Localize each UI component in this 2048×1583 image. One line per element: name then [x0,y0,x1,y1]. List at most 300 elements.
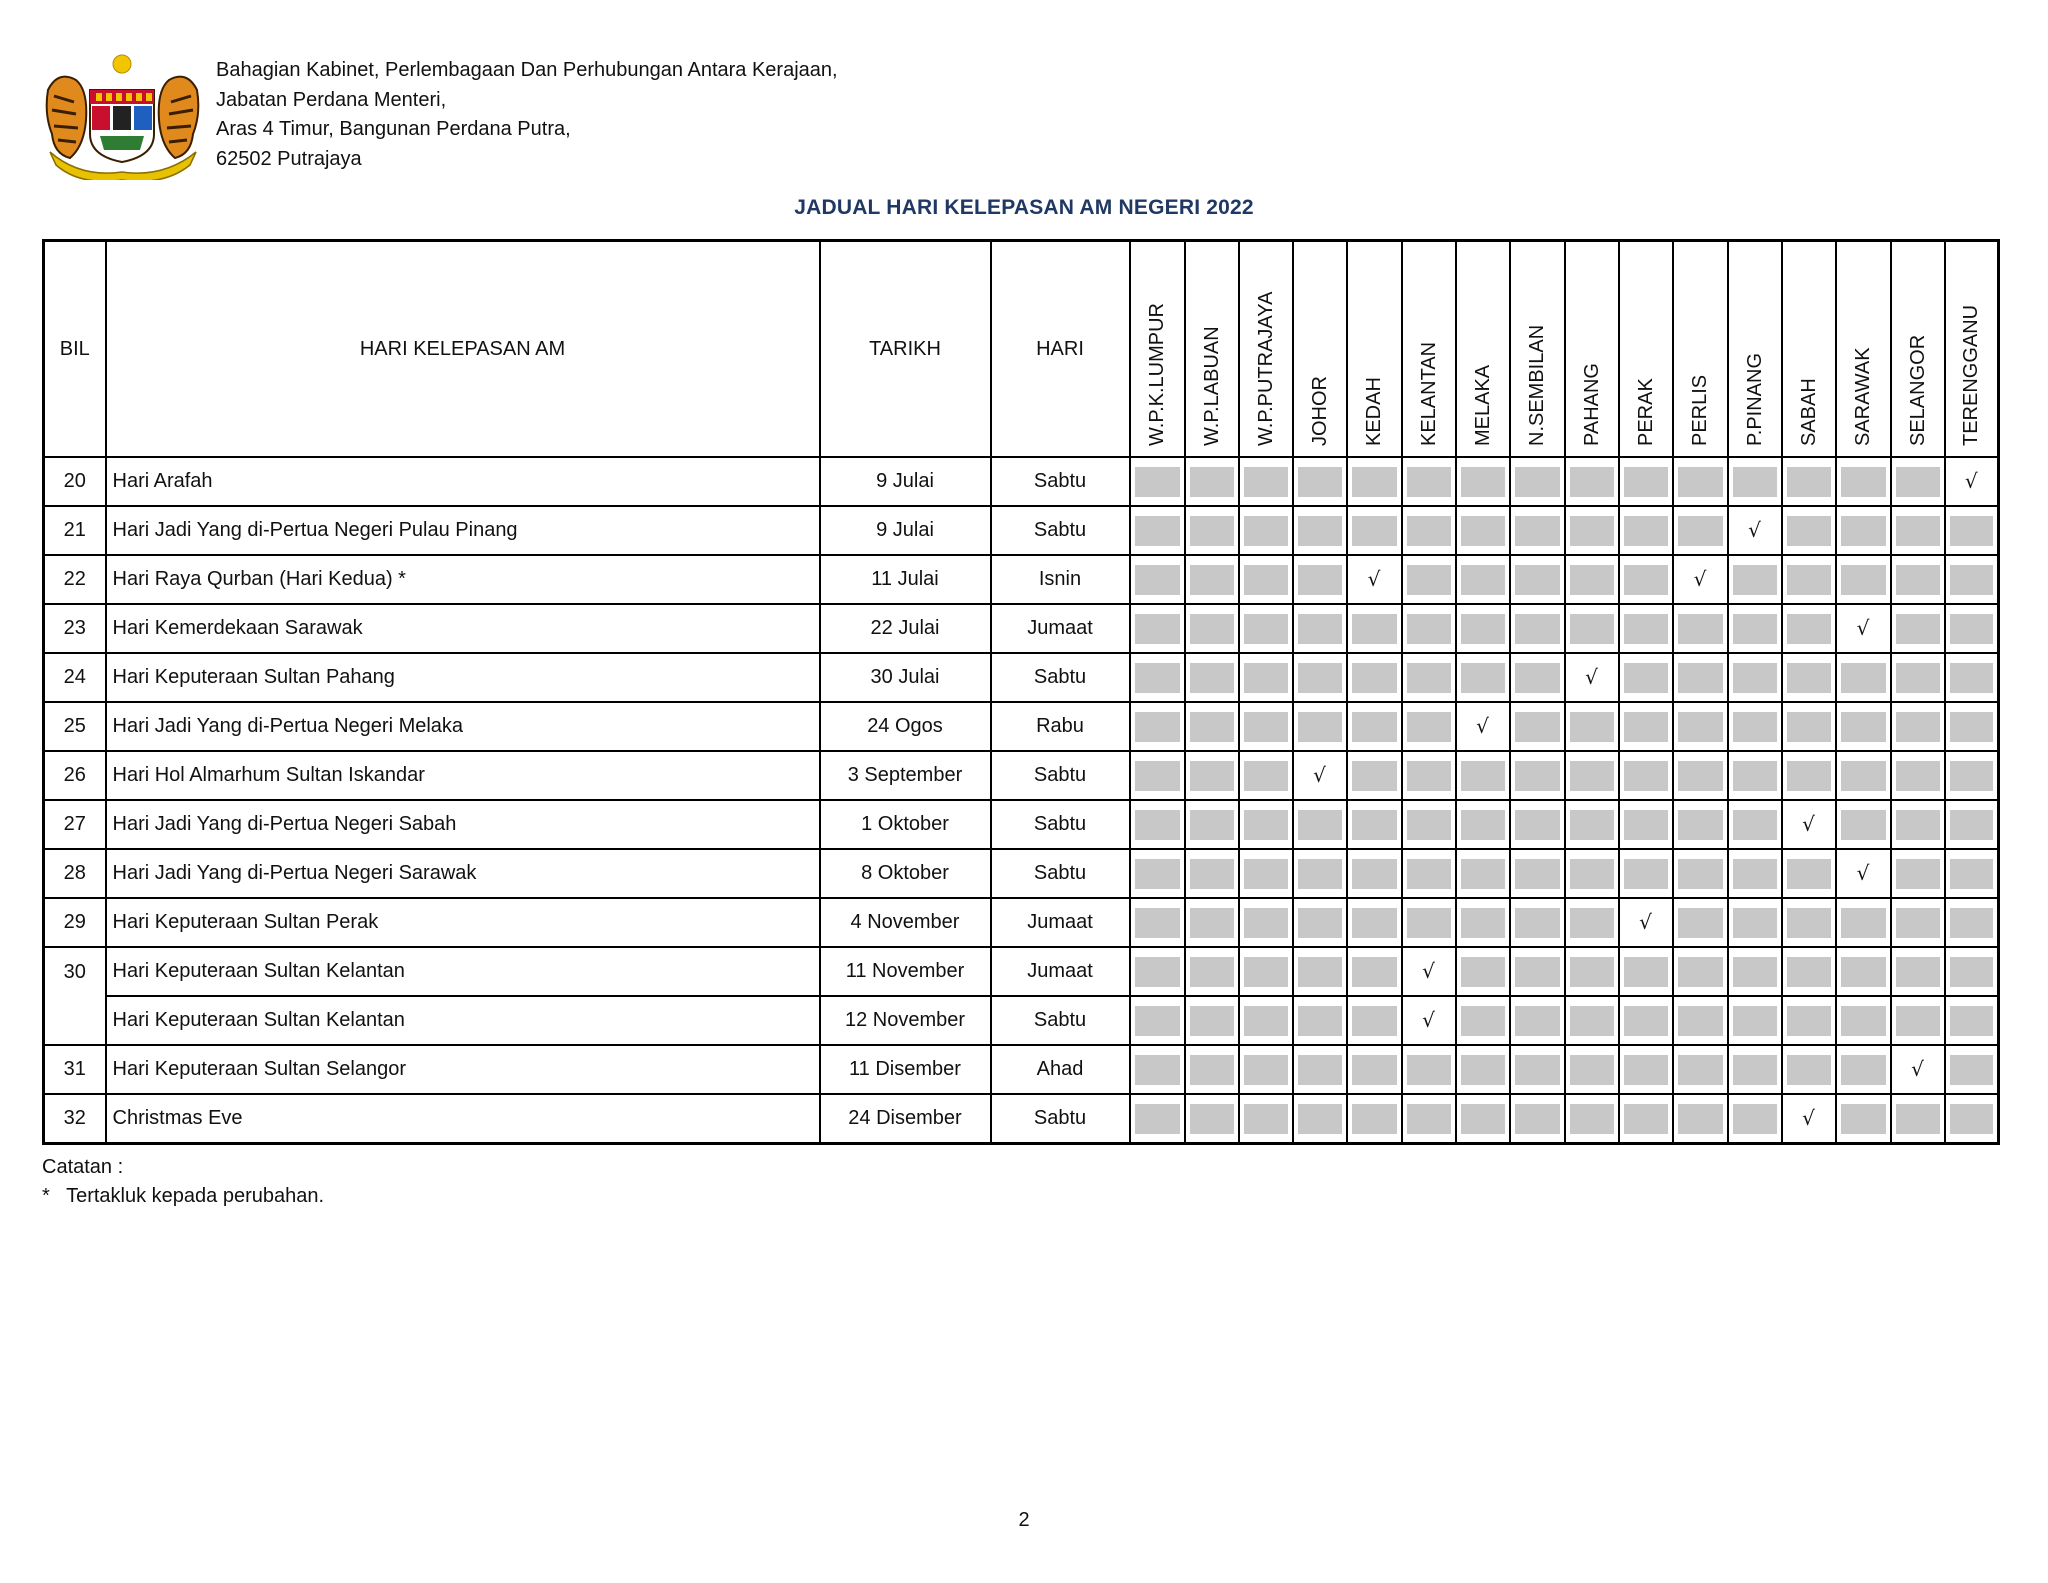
shaded-cell [1787,957,1831,987]
shaded-cell [1298,859,1342,889]
state-mark-cell [1347,653,1402,702]
state-mark-cell [1456,653,1510,702]
shaded-cell [1244,467,1288,497]
shaded-cell [1896,614,1940,644]
shaded-cell [1733,663,1777,693]
check-mark: √ [1693,567,1707,591]
table-row [44,702,1999,751]
state-mark-cell [1673,555,1728,604]
shaded-cell [1352,957,1397,987]
state-mark-cell [1239,947,1293,996]
state-mark-cell [1510,849,1565,898]
state-mark-cell [1293,996,1347,1045]
shaded-cell [1407,908,1451,938]
col-header-state [1456,241,1510,458]
shaded-cell [1407,614,1451,644]
address-line: Aras 4 Timur, Bangunan Perdana Putra, [216,118,571,140]
state-mark-cell [1510,1094,1565,1144]
shaded-cell [1570,761,1614,791]
shaded-cell [1461,1006,1505,1036]
address-line: Bahagian Kabinet, Perlembagaan Dan Perhubungan Antara Kerajaan, [216,59,838,81]
state-mark-cell [1293,1045,1347,1094]
state-mark-cell [1565,604,1619,653]
state-mark-cell [1891,996,1945,1045]
state-mark-cell [1782,702,1836,751]
state-mark-cell [1130,555,1185,604]
state-mark-cell [1402,506,1456,555]
notes-section [42,1153,324,1211]
shaded-cell [1678,859,1723,889]
check-mark: √ [1422,1008,1435,1032]
state-mark-cell [1347,849,1402,898]
col-header-date: TARIKH [820,241,991,458]
shaded-cell [1896,467,1940,497]
shaded-cell [1896,761,1940,791]
shaded-cell [1298,712,1342,742]
state-mark-cell [1293,506,1347,555]
check-mark: √ [1802,1106,1815,1130]
shaded-cell [1407,1055,1451,1085]
row-holiday-name: Hari Jadi Yang di-Pertua Negeri Sarawak [106,849,820,898]
shaded-cell [1624,663,1668,693]
shaded-cell [1787,614,1831,644]
shaded-cell [1570,859,1614,889]
state-mark-cell [1891,653,1945,702]
shaded-cell [1678,810,1723,840]
check-mark: √ [1367,567,1381,591]
shaded-cell [1190,1006,1234,1036]
shaded-cell [1896,516,1940,546]
state-mark-cell [1728,457,1782,506]
shaded-cell [1298,957,1342,987]
table-row [44,653,1999,702]
state-mark-cell [1728,1094,1782,1144]
shaded-cell [1896,1006,1940,1036]
shaded-cell [1298,516,1342,546]
state-mark-cell [1673,898,1728,947]
shaded-cell [1896,663,1940,693]
state-mark-cell [1510,800,1565,849]
state-mark-cell [1565,947,1619,996]
state-mark-cell [1239,849,1293,898]
state-mark-cell [1565,849,1619,898]
state-label: KELANTAN [1417,341,1440,446]
state-mark-cell [1402,1045,1456,1094]
row-holiday-name: Hari Keputeraan Sultan Kelantan [106,996,820,1045]
state-mark-cell [1185,800,1239,849]
check-mark: √ [1313,763,1326,787]
shaded-cell [1841,761,1886,791]
shaded-cell [1244,1055,1288,1085]
state-label: W.P.PUTRAJAYA [1254,291,1277,446]
shaded-cell [1135,908,1180,938]
shaded-cell [1352,712,1397,742]
state-mark-cell [1673,604,1728,653]
shaded-cell [1515,516,1560,546]
state-label: PERAK [1634,378,1657,446]
state-mark-cell [1782,555,1836,604]
state-mark-cell [1456,996,1510,1045]
state-mark-cell [1891,506,1945,555]
row-day: Sabtu [991,653,1130,702]
state-mark-cell [1293,751,1347,800]
state-mark-cell [1565,702,1619,751]
state-mark-cell [1347,702,1402,751]
state-mark-cell [1836,506,1891,555]
state-mark-cell [1782,457,1836,506]
shaded-cell [1135,1055,1180,1085]
shaded-cell [1787,565,1831,595]
row-bil: 27 [44,800,106,849]
state-mark-cell [1185,506,1239,555]
shaded-cell [1570,957,1614,987]
shaded-cell [1624,1006,1668,1036]
shaded-cell [1570,467,1614,497]
state-mark-cell [1945,702,1999,751]
state-mark-cell [1945,506,1999,555]
row-day: Sabtu [991,800,1130,849]
shaded-cell [1135,810,1180,840]
shaded-cell [1896,712,1940,742]
state-mark-cell [1347,1094,1402,1144]
state-mark-cell [1619,996,1673,1045]
state-mark-cell [1565,1094,1619,1144]
state-mark-cell [1836,1094,1891,1144]
shaded-cell [1244,761,1288,791]
state-mark-cell [1510,947,1565,996]
shaded-cell [1461,516,1505,546]
state-mark-cell [1945,996,1999,1045]
state-mark-cell [1347,898,1402,947]
col-header-state [1185,241,1239,458]
shaded-cell [1135,712,1180,742]
col-header-state [1510,241,1565,458]
state-mark-cell [1619,604,1673,653]
state-mark-cell [1782,506,1836,555]
state-mark-cell [1728,1045,1782,1094]
shaded-cell [1624,1104,1668,1134]
state-mark-cell [1293,849,1347,898]
col-header-state [1782,241,1836,458]
row-day: Jumaat [991,947,1130,996]
row-day: Isnin [991,555,1130,604]
shaded-cell [1841,908,1886,938]
shaded-cell [1352,761,1397,791]
state-mark-cell [1185,555,1239,604]
state-mark-cell [1130,1094,1185,1144]
col-header-state [1402,241,1456,458]
state-mark-cell [1673,751,1728,800]
shaded-cell [1570,810,1614,840]
shaded-cell [1624,712,1668,742]
table-row [44,898,1999,947]
state-label: P.PINANG [1743,353,1766,446]
shaded-cell [1461,663,1505,693]
notes-item: * Tertakluk kepada perubahan. [42,1185,325,1207]
holiday-table [42,239,2000,1145]
state-mark-cell [1728,653,1782,702]
row-holiday-name: Hari Raya Qurban (Hari Kedua) * [106,555,820,604]
shaded-cell [1135,614,1180,644]
row-date: 22 Julai [820,604,991,653]
state-mark-cell [1565,1045,1619,1094]
state-mark-cell [1782,653,1836,702]
check-mark: √ [1422,959,1435,983]
state-mark-cell [1510,653,1565,702]
row-date: 12 November [820,996,991,1045]
state-mark-cell [1239,506,1293,555]
row-bil: 26 [44,751,106,800]
shaded-cell [1407,859,1451,889]
state-mark-cell [1130,653,1185,702]
shaded-cell [1190,1104,1234,1134]
state-mark-cell [1185,653,1239,702]
state-mark-cell [1293,653,1347,702]
state-mark-cell [1673,996,1728,1045]
state-mark-cell [1836,1045,1891,1094]
check-mark: √ [1802,812,1815,836]
row-bil: 25 [44,702,106,751]
state-mark-cell [1456,457,1510,506]
shaded-cell [1135,1006,1180,1036]
table-row [44,1045,1999,1094]
state-mark-cell [1347,1045,1402,1094]
state-mark-cell [1782,751,1836,800]
row-day: Sabtu [991,457,1130,506]
shaded-cell [1678,761,1723,791]
state-mark-cell [1836,947,1891,996]
shaded-cell [1244,957,1288,987]
shaded-cell [1515,1055,1560,1085]
state-mark-cell [1619,702,1673,751]
shaded-cell [1950,565,1994,595]
state-mark-cell [1456,849,1510,898]
state-mark-cell [1293,555,1347,604]
shaded-cell [1135,516,1180,546]
shaded-cell [1407,565,1451,595]
shaded-cell [1896,1104,1940,1134]
state-label: SABAH [1797,378,1820,446]
shaded-cell [1515,761,1560,791]
state-mark-cell [1782,800,1836,849]
shaded-cell [1515,663,1560,693]
state-label: W.P.LABUAN [1200,326,1223,446]
state-mark-cell [1836,849,1891,898]
state-mark-cell [1619,653,1673,702]
check-mark: √ [1911,1057,1924,1081]
state-mark-cell [1945,898,1999,947]
state-mark-cell [1565,751,1619,800]
state-mark-cell [1402,604,1456,653]
state-mark-cell [1185,1094,1239,1144]
shaded-cell [1624,859,1668,889]
shaded-cell [1950,1006,1994,1036]
state-mark-cell [1239,751,1293,800]
state-mark-cell [1728,751,1782,800]
state-mark-cell [1673,506,1728,555]
row-date: 8 Oktober [820,849,991,898]
state-mark-cell [1130,702,1185,751]
shaded-cell [1950,810,1994,840]
state-mark-cell [1185,898,1239,947]
state-mark-cell [1728,849,1782,898]
shaded-cell [1896,859,1940,889]
shaded-cell [1678,614,1723,644]
state-mark-cell [1293,1094,1347,1144]
shaded-cell [1190,908,1234,938]
shaded-cell [1733,712,1777,742]
shaded-cell [1190,1055,1234,1085]
state-label: SELANGOR [1906,334,1929,446]
state-mark-cell [1185,996,1239,1045]
state-label: MELAKA [1471,364,1494,446]
shaded-cell [1298,565,1342,595]
shaded-cell [1352,859,1397,889]
state-mark-cell [1456,604,1510,653]
page-number: 2 [1018,1509,1030,1531]
state-mark-cell [1402,996,1456,1045]
state-mark-cell [1673,1045,1728,1094]
state-mark-cell [1185,947,1239,996]
state-mark-cell [1728,506,1782,555]
state-label: TERENGGANU [1960,304,1983,446]
row-holiday-name: Hari Keputeraan Sultan Selangor [106,1045,820,1094]
row-holiday-name: Hari Keputeraan Sultan Kelantan [106,947,820,996]
row-date: 1 Oktober [820,800,991,849]
row-bil: 30 [44,947,106,996]
shaded-cell [1570,1055,1614,1085]
state-mark-cell [1782,849,1836,898]
state-mark-cell [1891,947,1945,996]
shaded-cell [1950,761,1994,791]
shaded-cell [1352,1006,1397,1036]
state-mark-cell [1293,800,1347,849]
state-mark-cell [1565,506,1619,555]
state-mark-cell [1836,751,1891,800]
shaded-cell [1733,957,1777,987]
shaded-cell [1515,712,1560,742]
shaded-cell [1515,859,1560,889]
shaded-cell [1244,614,1288,644]
state-mark-cell [1402,898,1456,947]
state-mark-cell [1130,996,1185,1045]
shaded-cell [1352,467,1397,497]
state-mark-cell [1347,996,1402,1045]
state-mark-cell [1619,1094,1673,1144]
col-header-bil: BIL [44,241,106,458]
shaded-cell [1190,663,1234,693]
shaded-cell [1244,1006,1288,1036]
shaded-cell [1733,1104,1777,1134]
state-mark-cell [1619,457,1673,506]
state-mark-cell [1782,898,1836,947]
state-mark-cell [1130,604,1185,653]
col-header-state [1619,241,1673,458]
state-mark-cell [1185,1045,1239,1094]
shaded-cell [1461,614,1505,644]
state-mark-cell [1456,947,1510,996]
state-mark-cell [1565,800,1619,849]
shaded-cell [1190,516,1234,546]
shaded-cell [1407,467,1451,497]
shaded-cell [1515,810,1560,840]
shaded-cell [1624,467,1668,497]
state-mark-cell [1565,555,1619,604]
state-mark-cell [1456,1094,1510,1144]
shaded-cell [1570,908,1614,938]
state-label: PERLIS [1689,374,1711,446]
state-mark-cell [1673,653,1728,702]
state-mark-cell [1728,555,1782,604]
state-label: N.SEMBILAN [1526,324,1548,446]
check-mark: √ [1856,861,1870,885]
shaded-cell [1950,908,1994,938]
state-mark-cell [1347,947,1402,996]
shaded-cell [1950,859,1994,889]
row-holiday-name: Hari Keputeraan Sultan Pahang [106,653,820,702]
state-mark-cell [1239,702,1293,751]
state-mark-cell [1456,702,1510,751]
shaded-cell [1190,810,1234,840]
table-row [44,849,1999,898]
shaded-cell [1298,1055,1342,1085]
state-mark-cell [1945,800,1999,849]
state-mark-cell [1239,604,1293,653]
state-mark-cell [1945,457,1999,506]
state-mark-cell [1619,898,1673,947]
address-line: 62502 Putrajaya [216,147,362,170]
shaded-cell [1841,663,1886,693]
col-header-state [1347,241,1402,458]
state-mark-cell [1945,849,1999,898]
shaded-cell [1570,614,1614,644]
shaded-cell [1135,761,1180,791]
state-mark-cell [1945,1045,1999,1094]
shaded-cell [1244,859,1288,889]
shaded-cell [1135,1104,1180,1134]
state-mark-cell [1347,555,1402,604]
shaded-cell [1950,1104,1994,1134]
shaded-cell [1298,908,1342,938]
state-mark-cell [1185,457,1239,506]
state-mark-cell [1239,457,1293,506]
state-mark-cell [1510,996,1565,1045]
shaded-cell [1841,957,1886,987]
state-mark-cell [1673,849,1728,898]
shaded-cell [1678,1104,1723,1134]
state-mark-cell [1891,849,1945,898]
col-header-state [1239,241,1293,458]
shaded-cell [1515,908,1560,938]
shaded-cell [1841,1006,1886,1036]
state-mark-cell [1836,457,1891,506]
state-mark-cell [1402,555,1456,604]
row-holiday-name: Hari Arafah [106,457,820,506]
table-header-row [44,241,1999,458]
state-mark-cell [1891,457,1945,506]
address-line: Jabatan Perdana Menteri, [216,88,447,111]
shaded-cell [1135,565,1180,595]
row-holiday-name: Hari Jadi Yang di-Pertua Negeri Pulau Pinang [106,506,820,555]
table-row [44,800,1999,849]
state-mark-cell [1185,849,1239,898]
shaded-cell [1244,516,1288,546]
table-row [44,996,1999,1045]
state-mark-cell [1836,555,1891,604]
shaded-cell [1733,859,1777,889]
table-row [44,457,1999,506]
state-mark-cell [1293,604,1347,653]
